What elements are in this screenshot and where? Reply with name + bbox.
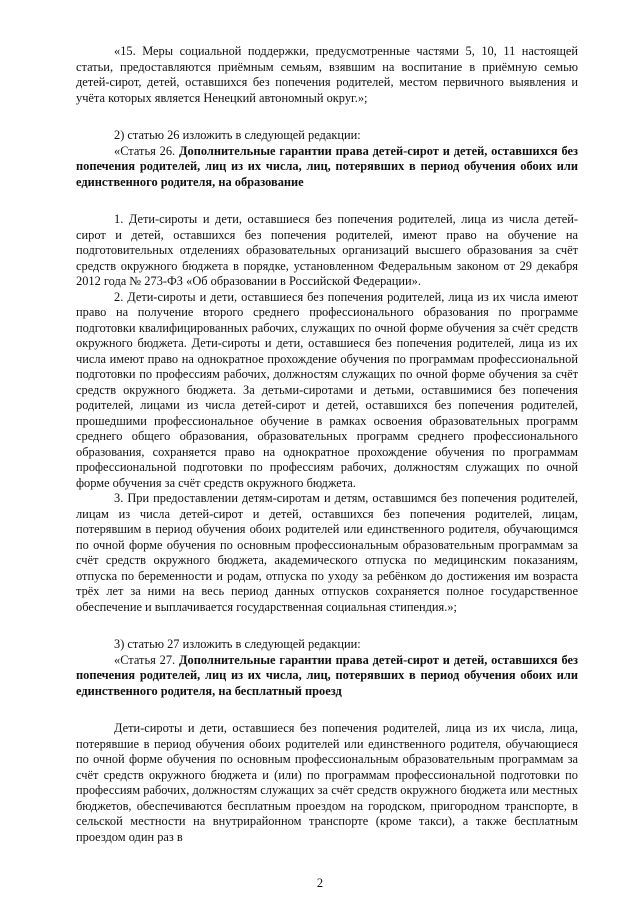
article-27-heading bbox=[76, 653, 578, 700]
article-26-clause-3: 3. При предоставлении детям-сиротам и детям, оставшимся без попечения родителей, лицам из числа детей-сирот и детей, оставшихся без попечения родителей, лицам, потерявшим в период обучения обоих родителей или единственного родителя, обучающимся по очной форме обучения по основным профессиональным образовательным программам за счёт средств окружного бюджета, академического отпуска по медицинским показаниям, отпуска по беременности и родам, отпуска по уходу за ребёнком до достижения им возраста трёх лет за ними на весь период данных отпусков сохраняется полное государственное обеспечение и выплачивается государственная социальная стипендия.»; bbox=[76, 491, 578, 614]
article-26-heading bbox=[76, 144, 578, 191]
paragraph-15: «15. Меры социальной поддержки, предусмотренные частями 5, 10, 11 настоящей статьи, предоставляются приёмным семьям, взявшим на воспитание в приёмную семью детей-сирот, детей, оставшихся без попечения родителей, местом первичного выявления и учёта которых является Ненецкий автономный округ.»; bbox=[76, 44, 578, 105]
article-27-clause: Дети-сироты и дети, оставшиеся без попечения родителей, лица из их числа, лица, потерявшие в период обучения обоих родителей или единственного родителя, обучающиеся по очной форме обучения по основным профессиональным образовательным программам за счёт средств окружного бюджета и (или) по программам профессиональной подготовки по профессиям рабочих, должностям служащих за счёт средств окружного бюджета или местных бюджетов, обеспечиваются бесплатным проездом на городском, пригородном транспорте, в сельской местности на внутрирайонном транспорте (кроме такси), а также бесплатным проездом один раз в bbox=[76, 721, 578, 844]
article-26-prefix: «Статья 26. bbox=[114, 143, 176, 158]
item-3-intro: 3) статью 27 изложить в следующей редакции: bbox=[114, 637, 361, 651]
article-26-clause-2: 2. Дети-сироты и дети, оставшиеся без попечения родителей, лица из их числа имеют право на получение второго среднего профессионального образования по программе подготовки квалифицированных рабочих, служащих по очной форме обучения за счёт средств окружного бюджета. Дети-сироты и дети, оставшиеся без попечения родителей, лица из их числа имеют право на однократное прохождение обучения по программам профессиональной подготовки по профессиям рабочих, должностям служащих по очной форме обучения за счёт средств окружного бюджета. За детьми-сиротами и детьми, оставшимися без попечения родителей, лицами из числа детей-сирот и детей, оставшихся без попечения родителей, прошедшими профессиональное обучение в рамках освоения образовательных программ среднего общего образования, образовательных программ среднего профессионального образования, сохраняется право на однократное прохождение обучения по программам профессиональной подготовки по профессиям рабочих, должностям служащих по очной форме обучения за счёт средств окружного бюджета. bbox=[76, 289, 578, 490]
article-27-title: Дополнительные гарантии права детей-сирот и детей, оставшихся без попечения родителей, лиц из их числа, лиц, потерявших в период обучения обоих или единственного родителя, на бесплатный проезд bbox=[76, 652, 578, 698]
item-2-intro: 2) статью 26 изложить в следующей редакции: bbox=[114, 128, 361, 142]
article-26-title: Дополнительные гарантии права детей-сирот и детей, оставшихся без попечения родителей, лиц из их числа, лиц, потерявших в период обучения обоих или единственного родителя, на образование bbox=[76, 143, 578, 189]
article-26-clause-1: 1. Дети-сироты и дети, оставшиеся без попечения родителей, лица из числа детей-сирот и детей, оставшихся без попечения родителей, имеют право на обучение на подготовительных отделениях образовательных организаций высшего образования за счёт средств окружного бюджета в порядке, установленном Федеральным законом от 29 декабря 2012 года № 273-ФЗ «Об образовании в Российской Федерации». bbox=[76, 212, 578, 288]
page-number: 2 bbox=[316, 876, 324, 890]
article-27-prefix: «Статья 27. bbox=[114, 652, 176, 667]
